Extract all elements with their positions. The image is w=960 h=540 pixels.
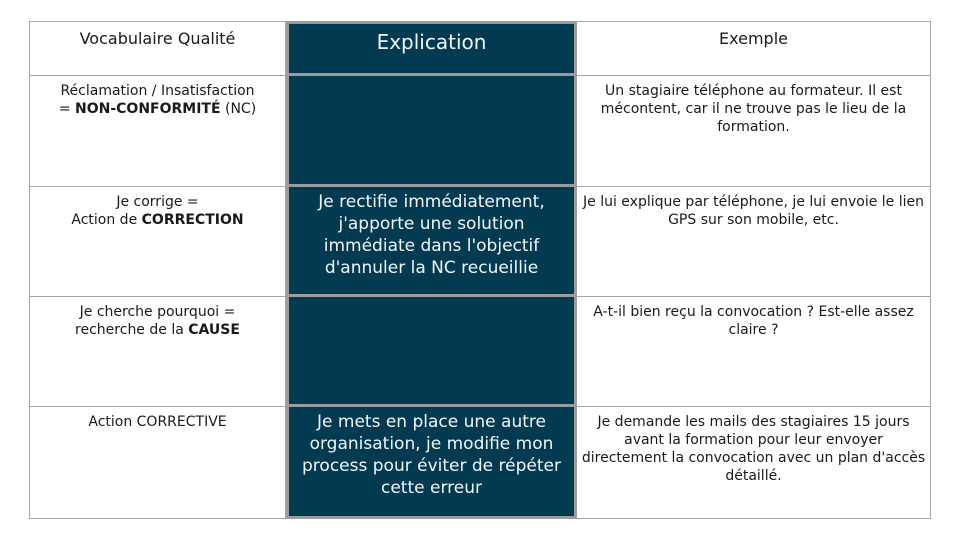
vocab-line2-prefix: Action de [71, 212, 142, 228]
example-text: Je demande les mails des stagiaires 15 jours avant la formation pour leur envoyer directement la convocation avec un plan d'accès détaillé. [581, 414, 926, 484]
example-cell-cause [577, 297, 931, 407]
header-vocabulary-label: Vocabulaire Qualité [79, 29, 236, 48]
example-cell-nonconformity [577, 76, 931, 187]
vocab-cell-correction [29, 187, 286, 297]
explanation-cell-cause [286, 297, 577, 407]
example-text: Un stagiaire téléphone au formateur. Il est mécontent, car il ne trouve pas le lieu de la formation. [600, 83, 907, 135]
explanation-text: Je rectifie immédiatement, j'apporte une solution immédiate dans l'objectif d'annuler la NC recueillie [318, 192, 545, 278]
header-explanation [286, 21, 577, 76]
vocab-line1: Réclamation / Insatisfaction [60, 83, 255, 99]
vocab-line1: Je cherche pourquoi = [79, 304, 236, 320]
explanation-cell-correction [286, 187, 577, 297]
vocab-term: CORRECTION [141, 212, 244, 228]
header-vocabulary [29, 21, 286, 76]
example-cell-corrective-action [577, 407, 931, 519]
vocab-cell-corrective-action [29, 407, 286, 519]
vocab-line2-prefix: = [58, 101, 75, 117]
vocab-line2-suffix: (NC) [220, 101, 257, 117]
vocab-term: NON-CONFORMITÉ [75, 101, 221, 117]
vocab-line1: Je corrige = [116, 194, 199, 210]
example-text: A-t-il bien reçu la convocation ? Est-elle assez claire ? [593, 304, 914, 338]
example-cell-correction [577, 187, 931, 297]
quality-vocabulary-table [29, 21, 931, 519]
vocab-line2-prefix: recherche de la [75, 322, 189, 338]
header-explanation-label: Explication [376, 30, 487, 54]
header-example [577, 21, 931, 76]
explanation-text: Je mets en place une autre organisation, je modifie mon process pour éviter de répéter cette erreur [302, 412, 561, 498]
explanation-cell-corrective-action [286, 407, 577, 519]
vocab-cell-nonconformity [29, 76, 286, 187]
example-text: Je lui explique par téléphone, je lui envoie le lien GPS sur son mobile, etc. [583, 194, 924, 228]
explanation-cell-nonconformity [286, 76, 577, 187]
vocab-term: CAUSE [188, 322, 240, 338]
vocab-term: Action CORRECTIVE [88, 414, 227, 430]
vocab-cell-cause [29, 297, 286, 407]
header-example-label: Exemple [719, 29, 788, 48]
